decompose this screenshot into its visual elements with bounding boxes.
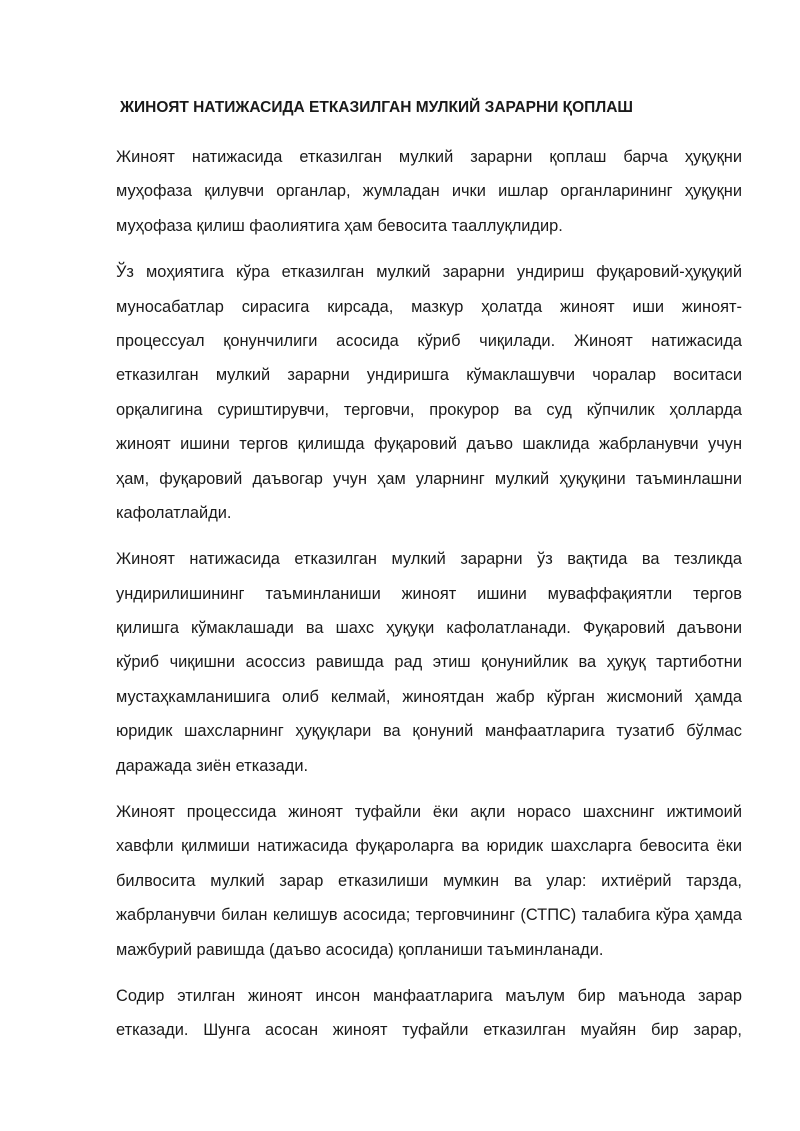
text-line: мажбурий равишда (даъво асосида) қопланиши таъминланади. — [116, 940, 604, 959]
text-line: Содир этилган жиноят инсон манфаатларига маълум бир маънода зарар — [116, 986, 742, 1005]
text-line: орқалигина суриштирувчи, терговчи, прокурор ва суд кўпчилик ҳолларда — [116, 400, 742, 419]
text-line: муносабатлар сирасига кирсада, мазкур ҳолатда жиноят иши жиноят- — [116, 297, 742, 316]
paragraph-1 — [116, 140, 742, 243]
text-line: кўриб чиқишни асоссиз равишда рад этиш қонунийлик ва ҳуқуқ тартиботни — [116, 653, 742, 672]
text-line: мустаҳкамланишига олиб келмай, жиноятдан жабр кўрган жисмоний ҳамда — [116, 687, 742, 706]
text-line: юридик шахсларнинг ҳуқуқлари ва қонуний манфаатларига тузатиб бўлмас — [116, 722, 742, 741]
text-line: муҳофаза қилувчи органлар, жумладан ички ишлар органларининг ҳуқуқни — [116, 182, 742, 201]
document-title: ЖИНОЯТ НАТИЖАСИДА ЕТКАЗИЛГАН МУЛКИЙ ЗАРАРНИ ҚОПЛАШ — [120, 99, 633, 116]
text-line: Жиноят процессида жиноят туфайли ёки ақли норасо шахснинг ижтимоий — [116, 803, 742, 822]
text-line: хавфли қилмиши натижасида фуқароларга ва юридик шахсларга бевосита ёки — [116, 837, 742, 856]
text-line: даражада зиён етказади. — [116, 756, 309, 775]
text-line: кафолатлайди. — [116, 503, 232, 522]
text-line: процессуал қонунчилиги асосида кўриб чиқилади. Жиноят натижасида — [116, 331, 742, 350]
text-line: муҳофаза қилиш фаолиятига ҳам бевосита тааллуқлидир. — [116, 216, 563, 235]
paragraph-2 — [116, 255, 742, 530]
text-line: ҳам, фуқаровий даъвогар учун ҳам уларнинг мулкий ҳуқуқини таъминлашни — [116, 469, 742, 488]
text-line: қилишга кўмаклашади ва шахс ҳуқуқи кафолатланади. Фуқаровий даъвони — [116, 619, 742, 638]
text-line: жиноят ишини тергов қилишда фуқаровий даъво шаклида жабрланувчи учун — [116, 435, 742, 454]
text-line: етказади. Шунга асосан жиноят туфайли етказилган муайян бир зарар, — [116, 1021, 742, 1040]
text-line: жабрланувчи билан келишув асосида; терговчининг (СТПС) талабига кўра ҳамда — [116, 906, 742, 925]
text-line: Ўз моҳиятига кўра етказилган мулкий зарарни ундириш фуқаровий-ҳуқуқий — [116, 263, 742, 282]
paragraph-5 — [116, 979, 742, 1048]
text-line: ундирилишининг таъминланиши жиноят ишини муваффақиятли тергов — [116, 584, 742, 603]
text-line: Жиноят натижасида етказилган мулкий зарарни қоплаш барча ҳуқуқни — [116, 148, 742, 166]
document-page — [116, 96, 742, 1060]
paragraph-4 — [116, 795, 742, 967]
paragraph-3 — [116, 542, 742, 783]
text-line: етказилган мулкий зарарни ундиришга кўмаклашувчи чоралар воситаси — [116, 366, 742, 385]
text-line: Жиноят натижасида етказилган мулкий зарарни ўз вақтида ва тезликда — [116, 550, 742, 569]
text-line: билвосита мулкий зарар етказилиши мумкин ва улар: ихтиёрий тарзда, — [116, 871, 742, 890]
